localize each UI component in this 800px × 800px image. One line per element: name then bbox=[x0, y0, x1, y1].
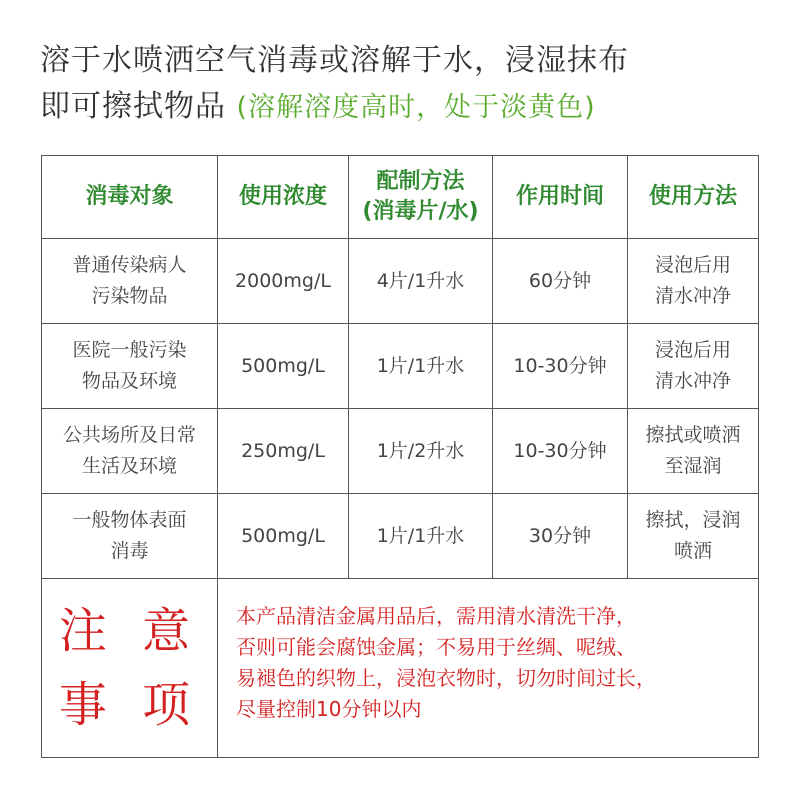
table-row bbox=[42, 239, 759, 324]
cell-usage-line-1: 擦拭或喷洒 bbox=[645, 424, 741, 446]
table-row bbox=[42, 494, 759, 579]
notice-line: 本产品清洁金属用品后，需用清水清洗干净， bbox=[236, 604, 636, 628]
cell-usage-line-1: 浸泡后用 bbox=[654, 254, 731, 276]
table-row bbox=[42, 409, 759, 494]
cell-usage-line-2: 喷洒 bbox=[673, 540, 712, 562]
cell-concentration: 500mg/L bbox=[218, 494, 349, 579]
cell-concentration: 250mg/L bbox=[218, 409, 349, 494]
disinfection-table bbox=[41, 155, 759, 758]
cell-method: 1片/2升水 bbox=[349, 409, 493, 494]
cell-method: 1片/1升水 bbox=[349, 324, 493, 409]
cell-usage bbox=[628, 494, 759, 579]
cell-time: 10-30分钟 bbox=[493, 409, 628, 494]
cell-target bbox=[42, 324, 218, 409]
cell-usage bbox=[628, 324, 759, 409]
cell-time: 10-30分钟 bbox=[493, 324, 628, 409]
cell-usage bbox=[628, 409, 759, 494]
header-method bbox=[349, 156, 493, 239]
notice-line: 易褪色的织物上，浸泡衣物时，切勿时间过长， bbox=[236, 666, 656, 690]
cell-time: 30分钟 bbox=[493, 494, 628, 579]
cell-target-line-2: 生活及环境 bbox=[81, 455, 177, 477]
header-concentration bbox=[218, 156, 349, 239]
header-target-label: 消毒对象 bbox=[85, 184, 174, 209]
header-time-label: 作用时间 bbox=[515, 184, 604, 209]
notice-body bbox=[218, 579, 759, 758]
cell-target bbox=[42, 239, 218, 324]
table-header-row bbox=[42, 156, 759, 239]
cell-target-line-2: 消毒 bbox=[110, 540, 149, 562]
cell-time: 60分钟 bbox=[493, 239, 628, 324]
intro-line-2-main: 即可擦拭物品 bbox=[40, 89, 226, 124]
cell-method: 1片/1升水 bbox=[349, 494, 493, 579]
notice-line: 否则可能会腐蚀金属；不易用于丝绸、呢绒、 bbox=[236, 635, 636, 659]
cell-target bbox=[42, 409, 218, 494]
cell-target-line-2: 污染物品 bbox=[91, 285, 168, 307]
notice-title bbox=[42, 579, 218, 758]
intro-text bbox=[40, 38, 780, 131]
header-method-label: 配制方法 bbox=[376, 169, 465, 194]
cell-concentration: 2000mg/L bbox=[218, 239, 349, 324]
cell-usage bbox=[628, 239, 759, 324]
cell-target-line-1: 公共场所及日常 bbox=[62, 424, 196, 446]
header-method-sublabel: (消毒片/水) bbox=[362, 199, 479, 224]
intro-note: (溶解溶度高时，处于淡黄色) bbox=[236, 92, 596, 123]
cell-usage-line-1: 擦拭，浸润 bbox=[645, 509, 741, 531]
cell-target-line-2: 物品及环境 bbox=[81, 370, 177, 392]
table-row bbox=[42, 324, 759, 409]
cell-concentration: 500mg/L bbox=[218, 324, 349, 409]
notice-line: 尽量控制10分钟以内 bbox=[236, 697, 422, 721]
header-usage bbox=[628, 156, 759, 239]
cell-usage-line-2: 清水冲净 bbox=[654, 370, 731, 392]
notice-title-line-1: 注 意 bbox=[58, 603, 201, 659]
intro-line-1: 溶于水喷洒空气消毒或溶解于水，浸湿抹布 bbox=[40, 43, 629, 78]
cell-target-line-1: 一般物体表面 bbox=[72, 509, 187, 531]
intro-line-2 bbox=[40, 84, 780, 131]
header-usage-label: 使用方法 bbox=[648, 184, 737, 209]
header-target bbox=[42, 156, 218, 239]
notice-title-line-2: 事 项 bbox=[58, 677, 201, 733]
cell-target-line-1: 普通传染病人 bbox=[72, 254, 187, 276]
cell-usage-line-2: 至湿润 bbox=[664, 455, 722, 477]
cell-usage-line-2: 清水冲净 bbox=[654, 285, 731, 307]
cell-method: 4片/1升水 bbox=[349, 239, 493, 324]
cell-usage-line-1: 浸泡后用 bbox=[654, 339, 731, 361]
cell-target-line-1: 医院一般污染 bbox=[72, 339, 187, 361]
header-concentration-label: 使用浓度 bbox=[238, 184, 327, 209]
header-time bbox=[493, 156, 628, 239]
notice-row bbox=[42, 579, 759, 758]
cell-target bbox=[42, 494, 218, 579]
